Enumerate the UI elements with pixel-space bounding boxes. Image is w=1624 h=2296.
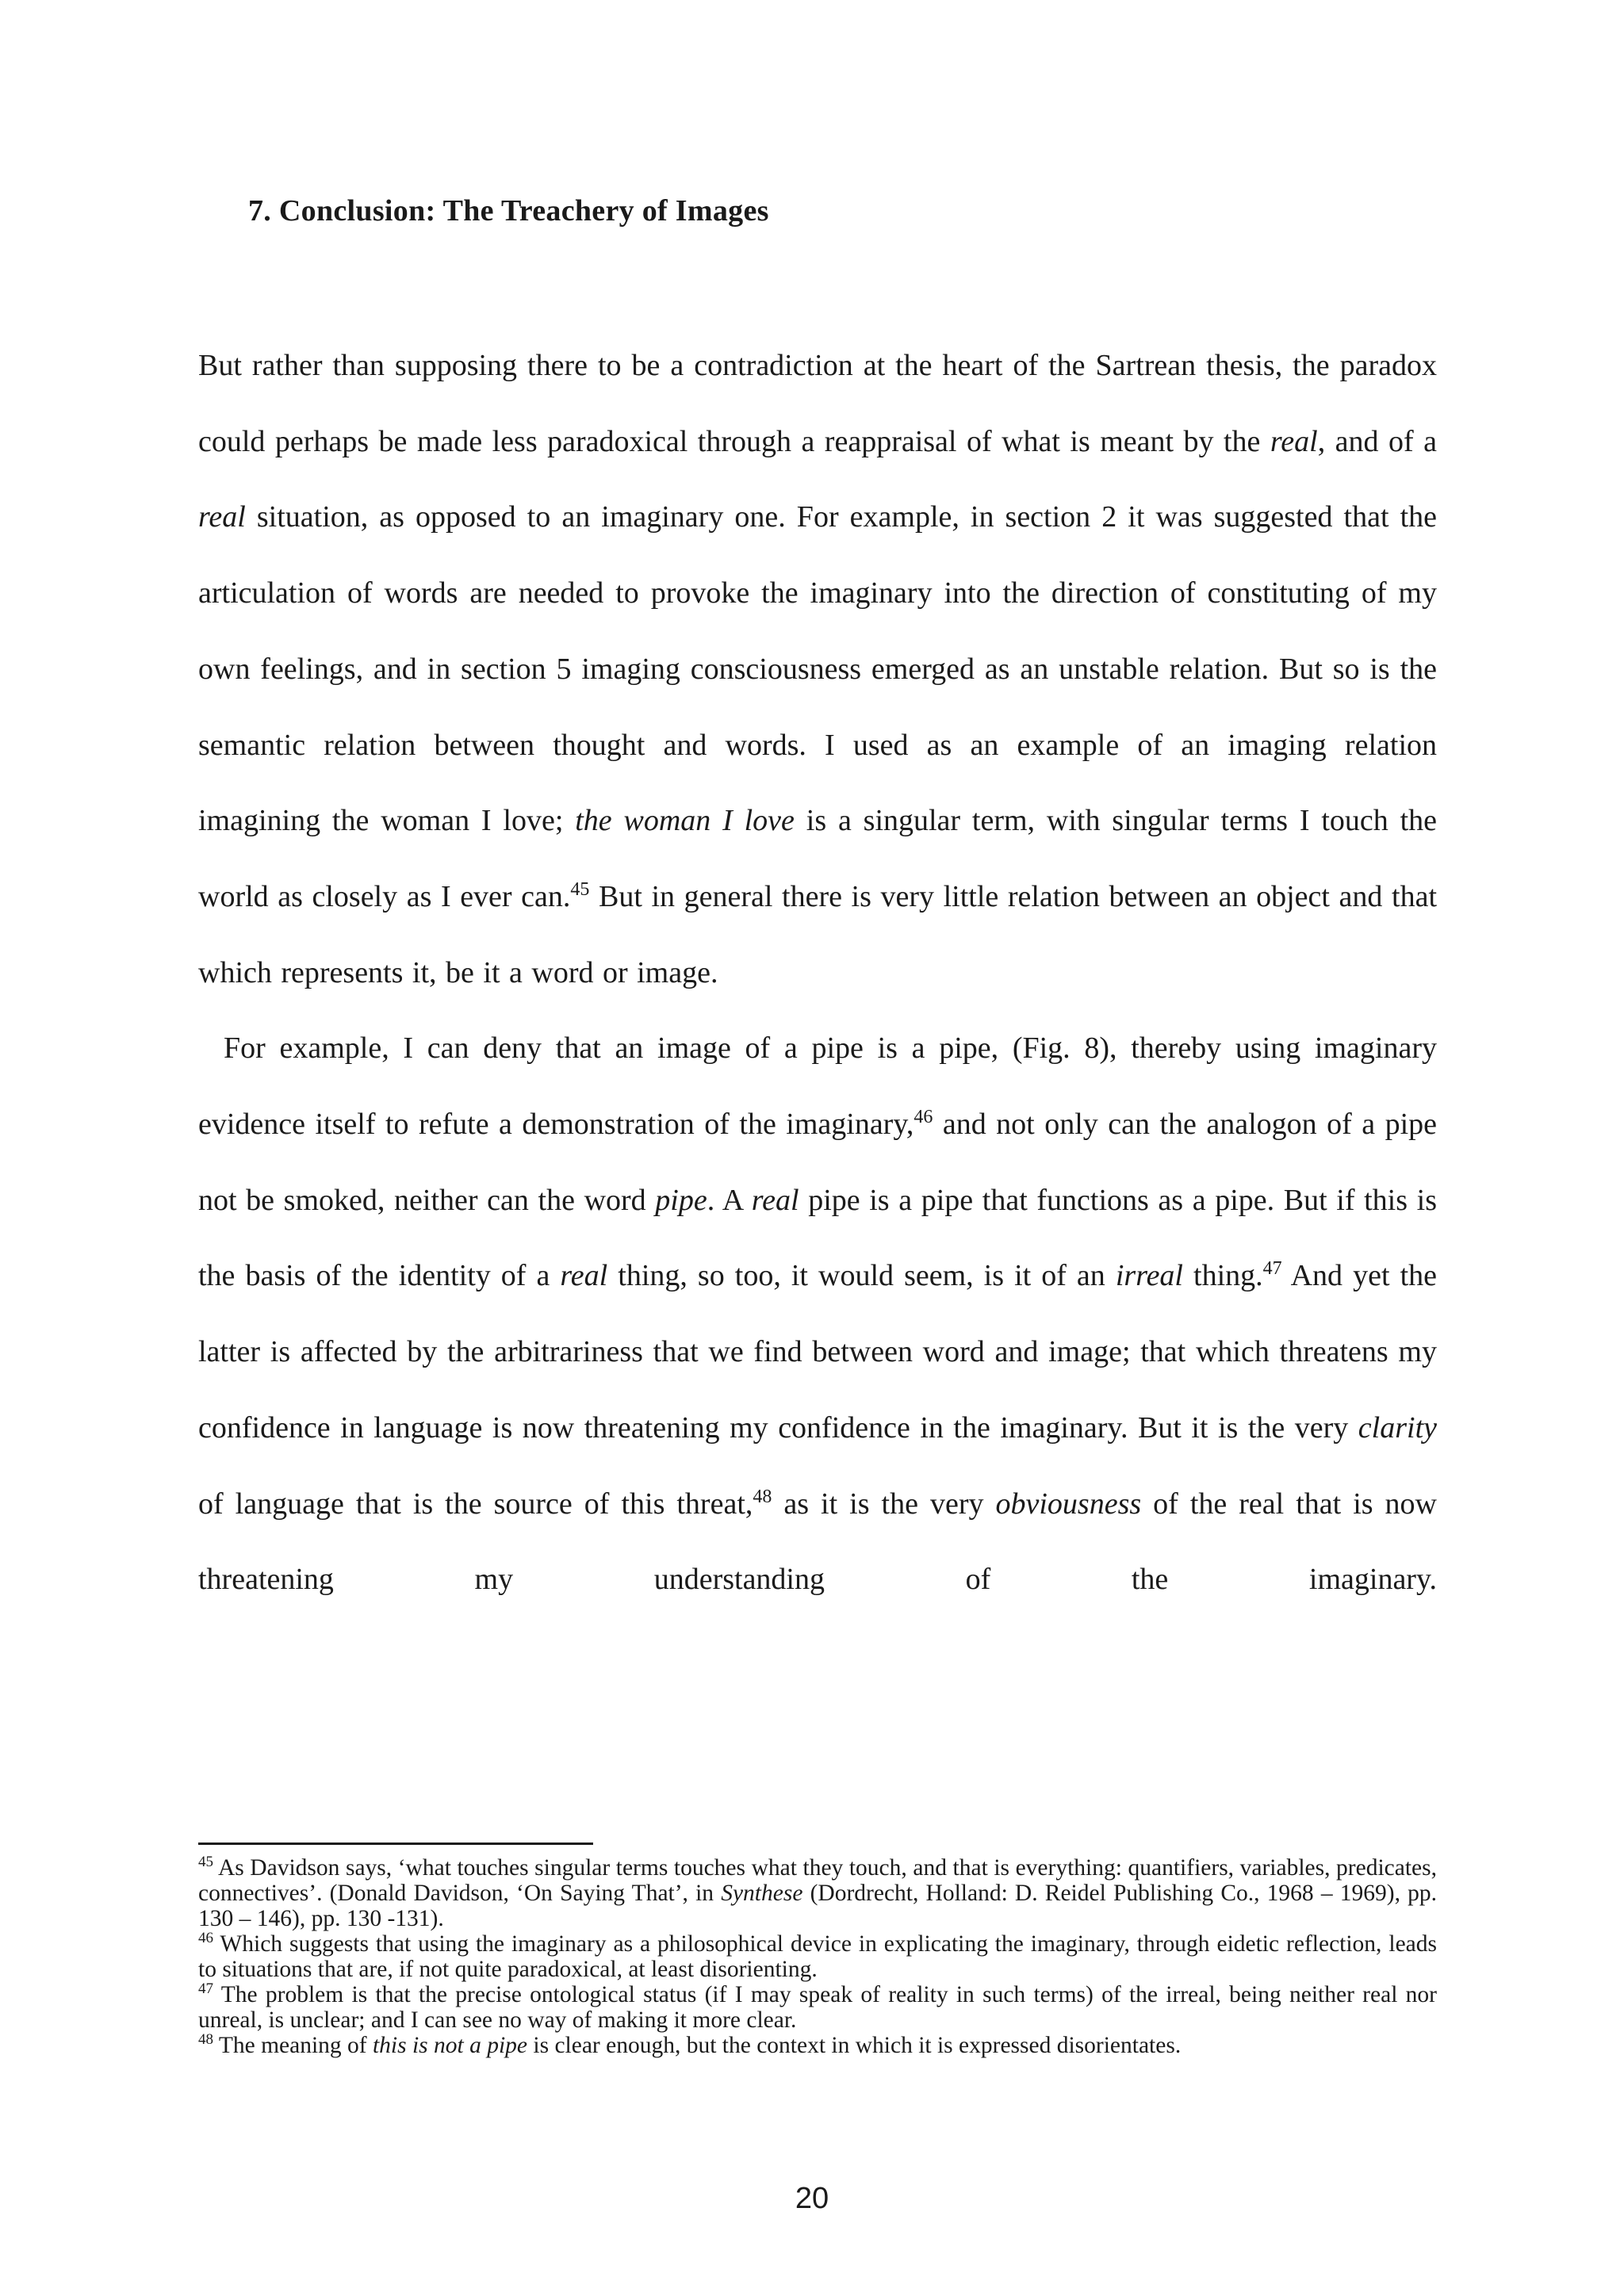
emphasis-irreal: irreal — [1115, 1259, 1183, 1293]
footnote-number: 45 — [198, 1854, 213, 1870]
footnote-ref-45[interactable]: 45 — [570, 878, 590, 900]
paragraph-2: For example, I can deny that an image of a pipe is a pipe, (Fig. 8), thereby using imaginary evidence itself to refute a demonstration of the imaginary,$^{46}$ and not only can the analogon of a pipe not be smoked, neither can the word pipe. A real pipe is a pipe that functions as a pipe. But if this is the basis of the identity of a real thing, so too, it would seem, is it of an irreal thing.$^{47}$ And yet the latter is affected by the arbitrariness that we find between word and image; that which threatens my confidence in language is now threatening my confidence in the imaginary. But it is the very clarity of language that is the source of this threat,$^{48}$ as it is the very obviousness of the real that is now threatening my understanding of the imaginary. — [198, 1031, 1438, 1597]
footnote-48: $^{48}$ The meaning of this is not a pipe is clear enough, but the context in which it is expressed disorientates. — [198, 2031, 1182, 2058]
emphasis-pipe: pipe — [655, 1183, 707, 1217]
footnote-number: 47 — [198, 1980, 213, 1997]
emphasis-real: real — [560, 1259, 608, 1293]
page-number: 20 — [795, 2182, 829, 2215]
footnotes — [198, 1855, 1437, 2058]
footnote-47: $^{47}$ The problem is that the precise ontological status (if I may speak of reality in such terms) of the irreal, being neither real nor unreal, is unclear; and I can see no way of making it more clear. — [198, 1980, 1437, 2033]
section-heading: 7. Conclusion: The Treachery of Images — [248, 194, 769, 228]
footnote-ref-47[interactable]: 47 — [1262, 1258, 1282, 1280]
footnote-number: 46 — [198, 1930, 213, 1946]
emphasis-this-is-not-a-pipe: this is not a pipe — [372, 2033, 528, 2058]
emphasis-synthese: Synthese — [721, 1881, 803, 1906]
emphasis-real: real — [1270, 424, 1318, 458]
footnote-45: $^{45}$ As Davidson says, ‘what touches singular terms touches what they touch, and that is everything: quantifiers, variables, predicates, connectives’. (Donald Davidson, ‘On Saying That’, in Synthese (Dordrecht, Holland: D. Reidel Publishing Co., 1968 – 1969), pp. 130 – 146), pp. 130 -131). — [198, 1854, 1437, 1931]
emphasis-obviousness: obviousness — [995, 1487, 1142, 1521]
emphasis-real: real — [198, 500, 246, 534]
paragraph-1: But rather than supposing there to be a contradiction at the heart of the Sartrean thesis, the paradox could perhaps be made less paradoxical through a reappraisal of what is meant by the real, and of a real situation, as opposed to an imaginary one. For example, in section 2 it was suggested that the articulation of words are needed to provoke the imaginary into the direction of constituting of my own feelings, and in section 5 imaging consciousness emerged as an unstable relation. But so is the semantic relation between thought and words. I used as an example of an imaging relation imagining the woman I love; the woman I love is a singular term, with singular terms I touch the world as closely as I ever can.$^{45}$ But in general there is very little relation between an object and that which represents it, be it a word or image. — [198, 349, 1438, 989]
footnote-divider — [198, 1843, 593, 1845]
emphasis-real: real — [751, 1183, 799, 1217]
footnote-46: $^{46}$ Which suggests that using the imaginary as a philosophical device in explicating the imaginary, through eidetic reflection, leads to situations that are, if not quite paradoxical, at least disorienting. — [198, 1930, 1437, 1982]
footnote-ref-46[interactable]: 46 — [914, 1107, 933, 1128]
body-text — [198, 328, 1437, 1618]
emphasis-the-woman-i-love: the woman I love — [575, 804, 795, 838]
footnote-number: 48 — [198, 2031, 213, 2048]
footnote-ref-48[interactable]: 48 — [753, 1486, 772, 1507]
emphasis-clarity: clarity — [1358, 1410, 1437, 1445]
